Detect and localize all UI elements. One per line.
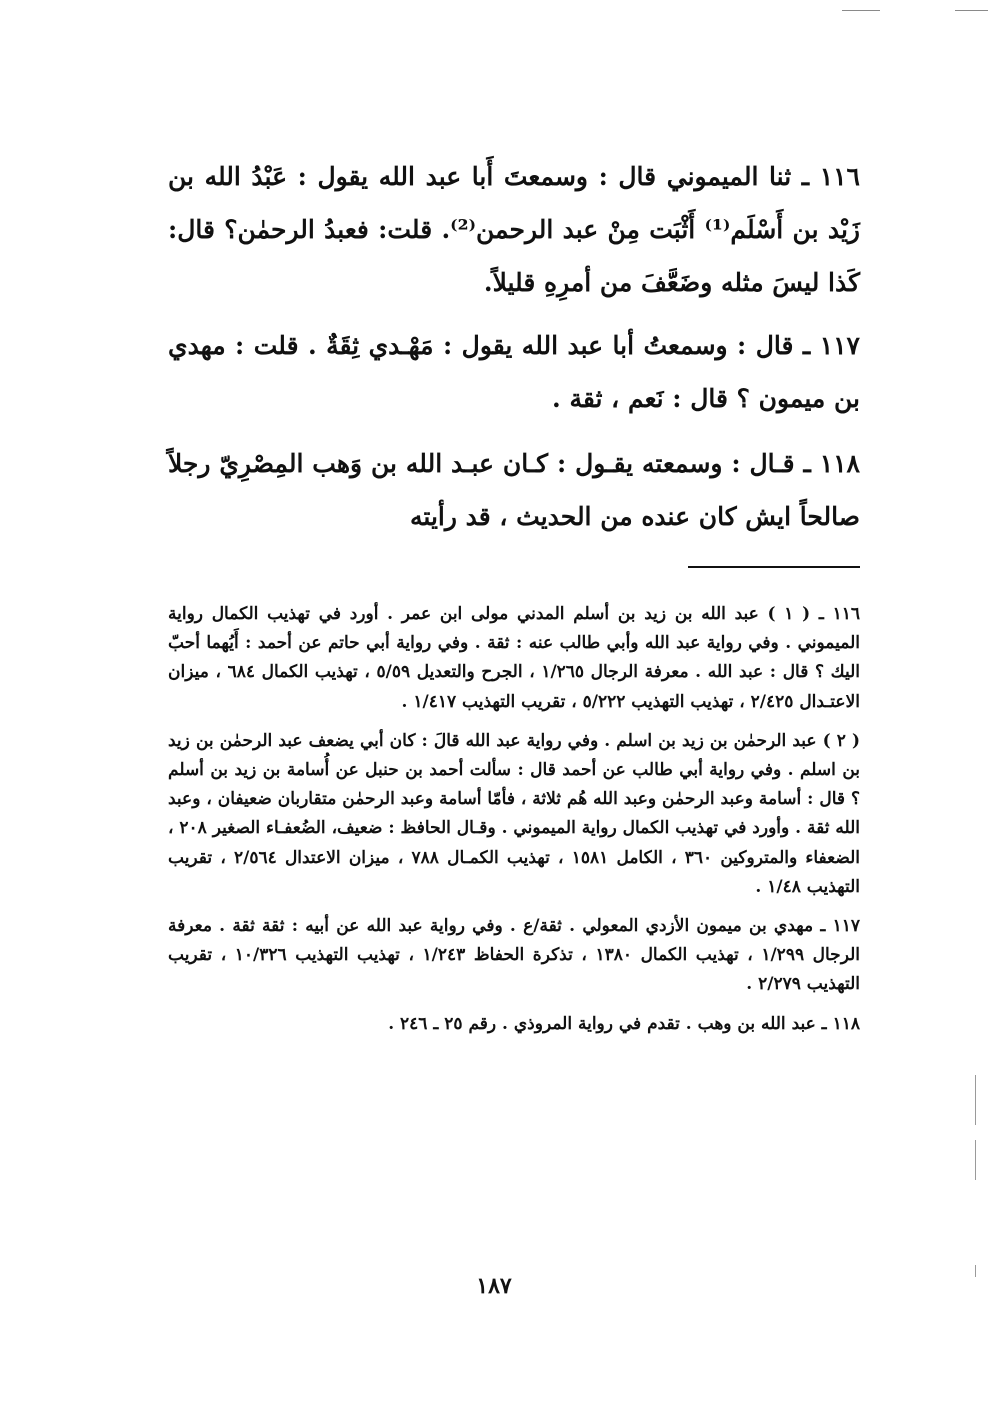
scan-edge-mark [975, 1075, 976, 1125]
paragraph-117: ١١٧ ـ قال : وسمعتُ أبا عبد الله يقول : مَهْـدي ثِقَةٌ . قلت : مهدي بن ميمون ؟ قال : نَعم ، ثقة . [168, 331, 860, 413]
scan-edge-mark [842, 10, 880, 11]
footnotes [168, 600, 860, 1049]
paragraph-116: ١١٦ ـ ثنا الميموني قال : وسمعتَ أَبا عبد الله يقول : عَبْدُ الله بن زَيْد بن أَسْلَم⁽¹⁾ أَثْبَت مِنْ عبد الرحمن⁽²⁾. قلت: فعبدُ الرحمٰن؟ قال: كَذا ليسَ مثله وضَعَّفَ من أمرِهِ قليلاً. [168, 162, 860, 297]
paragraph-118: ١١٨ ـ قـال : وسمعته يقـول : كـان عبـد الله بن وَهب المِصْرِيّ رجلاً صالحاً ايش كان عنده من الحديث ، قد رأيته [168, 449, 860, 531]
scan-edge-mark [955, 10, 988, 11]
footnote-116-2: ( ٢ ) عبد الرحمٰن بن زيد بن اسلم . وفي رواية عبد الله قالَ : كان أبي يضعف عبد الرحمٰن بن زيد بن اسلم . وفي رواية أبي طالب عن أحمد قال : سألت أحمد بن حنبل عن أُسامة بن زيد بن أسلم ؟ قال : أسامة وعبد الرحمٰن وعبد الله هُم ثلاثة ، فأمّا أسامة وعبد الرحمٰن متقاربان ضعيفان ، وعبد الله ثقة . وأورد في تهذيب الكمال رواية الميموني . وقـال الحافظ : ضعيف، الضُعفـاء الصغير ٢٠٨ ، الضعفاء والمتروكين ٣٦٠ ، الكامل ١٥٨١ ، تهذيب الكمـال ٧٨٨ ، ميزان الاعتدال ٢/٥٦٤ ، تقريب التهذيب ١/٤٨ . [168, 730, 861, 897]
footnote-118: ١١٨ ـ عبد الله بن وهب . تقدم في رواية المروذي . رقم ٢٥ ـ ٢٤٦ . [388, 1013, 860, 1034]
footnote-separator [688, 566, 860, 568]
footnote-117: ١١٧ ـ مهدي بن ميمون الأزدي المعولي . ثقة/ع . وفي رواية عبد الله عن أبيه : ثقة ثقة . معرفة الرجال ١/٢٩٩ ، تهذيب الكمال ١٣٨٠ ، تذكرة الحفاظ ١/٢٤٣ ، تهذيب التهذيب ١٠/٣٢٦ ، تقريب التهذيب ٢/٢٧٩ . [168, 916, 860, 995]
footnote-116-1: ١١٦ ـ ( ١ ) عبد الله بن زيد بن أسلم المدني مولى ابن عمر . أورد في تهذيب الكمال رواية الميموني . وفي رواية عبد الله وأبي طالب عنه : ثقة . وفي رواية أبي حاتم عن أحمد : أَيُهما أحبّ اليك ؟ قال : عبد الله . معرفة الرجال ١/٢٦٥ ، الجرح والتعديل ٥/٥٩ ، تهذيب الكمال ٦٨٤ ، ميزان الاعتـدال ٢/٤٢٥ ، تهذيب التهذيب ٥/٢٢٢ ، تقريب التهذيب ١/٤١٧ . [168, 604, 860, 712]
scan-edge-mark [975, 1140, 976, 1180]
page-number: ١٨٧ [476, 1273, 512, 1299]
scan-edge-mark [975, 1265, 976, 1277]
main-text [168, 150, 860, 553]
